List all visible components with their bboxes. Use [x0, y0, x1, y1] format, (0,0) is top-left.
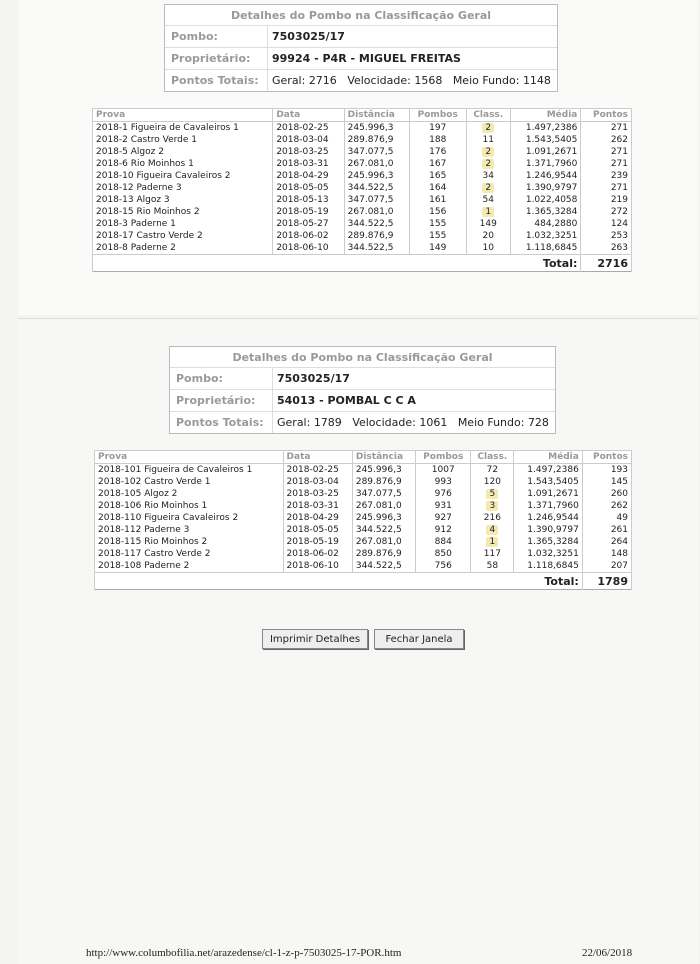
date-cell: 2018-02-25	[273, 122, 344, 135]
average-cell: 1.246,9544	[510, 170, 580, 182]
table-row	[95, 512, 632, 524]
owner-row	[165, 47, 557, 69]
distance-cell: 289.876,9	[344, 230, 409, 242]
distance-cell: 267.081,0	[352, 536, 415, 548]
owner-label: Proprietário:	[171, 52, 251, 65]
pigeons-cell: 884	[416, 536, 471, 548]
pigeons-cell: 188	[409, 134, 466, 146]
points-label: Pontos Totais:	[176, 416, 264, 429]
pigeons-cell: 165	[409, 170, 466, 182]
distance-cell: 347.077,5	[344, 194, 409, 206]
points-cell: 271	[581, 122, 632, 135]
details-title: Detalhes do Pombo na Classificação Geral	[232, 351, 493, 364]
pigeons-cell: 197	[409, 122, 466, 135]
points-cell: 193	[582, 464, 631, 477]
race-name-cell: 2018-117 Castro Verde 2	[95, 548, 284, 560]
column-header: Data	[273, 109, 344, 122]
owner-value: 54013 - POMBAL C C A	[272, 390, 555, 411]
class-cell	[471, 488, 514, 500]
pigeons-cell: 976	[416, 488, 471, 500]
points-cell: 219	[581, 194, 632, 206]
average-cell: 1.390,9797	[510, 182, 580, 194]
average-cell: 1.032,3251	[514, 548, 582, 560]
pigeons-cell: 156	[409, 206, 466, 218]
class-cell: 58	[471, 560, 514, 573]
pombo-row	[165, 25, 557, 47]
pigeons-cell: 149	[409, 242, 466, 255]
pigeons-cell: 993	[416, 476, 471, 488]
distance-cell: 245.996,3	[344, 122, 409, 135]
results-table-2	[94, 450, 632, 590]
date-cell: 2018-05-27	[273, 218, 344, 230]
highlight-mark: 5	[486, 489, 498, 499]
average-cell: 1.543,5405	[514, 476, 582, 488]
distance-cell: 344.522,5	[352, 560, 415, 573]
points-cell: 262	[582, 500, 631, 512]
average-cell: 1.543,5405	[510, 134, 580, 146]
average-cell: 1.091,2671	[510, 146, 580, 158]
highlight-mark: 2	[482, 123, 494, 133]
owner-row	[170, 389, 555, 411]
column-header: Distância	[344, 109, 409, 122]
pigeons-cell: 927	[416, 512, 471, 524]
race-name-cell: 2018-105 Algoz 2	[95, 488, 284, 500]
table-row	[93, 182, 632, 194]
velocidade-points: Velocidade: 1568	[347, 74, 443, 87]
date-cell: 2018-03-31	[283, 500, 352, 512]
points-cell: 271	[581, 146, 632, 158]
table-row	[93, 134, 632, 146]
table-row	[95, 488, 632, 500]
date-cell: 2018-06-10	[283, 560, 352, 573]
class-cell: 20	[466, 230, 510, 242]
table-header-row	[95, 451, 632, 464]
points-cell: 272	[581, 206, 632, 218]
pigeons-cell: 176	[409, 146, 466, 158]
date-cell: 2018-05-19	[273, 206, 344, 218]
table-row	[93, 206, 632, 218]
average-cell: 484,2880	[510, 218, 580, 230]
class-cell: 54	[466, 194, 510, 206]
table-row	[93, 230, 632, 242]
date-cell: 2018-05-05	[283, 524, 352, 536]
race-name-cell: 2018-110 Figueira Cavaleiros 2	[95, 512, 284, 524]
highlight-mark: 3	[486, 501, 498, 511]
column-header: Distância	[352, 451, 415, 464]
distance-cell: 347.077,5	[344, 146, 409, 158]
average-cell: 1.118,6845	[510, 242, 580, 255]
total-label: Total:	[95, 573, 583, 590]
distance-cell: 344.522,5	[352, 524, 415, 536]
date-cell: 2018-03-25	[273, 146, 344, 158]
table-row	[93, 194, 632, 206]
pigeons-cell: 931	[416, 500, 471, 512]
average-cell: 1.390,9797	[514, 524, 582, 536]
distance-cell: 347.077,5	[352, 488, 415, 500]
class-cell: 120	[471, 476, 514, 488]
class-cell	[471, 536, 514, 548]
points-cell: 260	[582, 488, 631, 500]
race-name-cell: 2018-101 Figueira de Cavaleiros 1	[95, 464, 284, 477]
points-cell: 271	[581, 182, 632, 194]
average-cell: 1.022,4058	[510, 194, 580, 206]
race-name-cell: 2018-112 Paderne 3	[95, 524, 284, 536]
results-table-1	[92, 108, 632, 272]
class-cell	[466, 206, 510, 218]
points-cell: 49	[582, 512, 631, 524]
table-row	[93, 122, 632, 135]
table-row	[93, 218, 632, 230]
race-name-cell: 2018-15 Rio Moinhos 2	[93, 206, 273, 218]
average-cell: 1.365,3284	[510, 206, 580, 218]
race-name-cell: 2018-102 Castro Verde 1	[95, 476, 284, 488]
pombo-value: 7503025/17	[267, 26, 557, 47]
race-name-cell: 2018-17 Castro Verde 2	[93, 230, 273, 242]
highlight-mark: 2	[482, 147, 494, 157]
average-cell: 1.365,3284	[514, 536, 582, 548]
distance-cell: 344.522,5	[344, 242, 409, 255]
date-cell: 2018-02-25	[283, 464, 352, 477]
pigeon-details-box-2	[169, 346, 556, 434]
total-row	[93, 255, 632, 272]
details-title: Detalhes do Pombo na Classificação Geral	[230, 9, 492, 22]
average-cell: 1.032,3251	[510, 230, 580, 242]
pigeons-cell: 1007	[416, 464, 471, 477]
pigeons-cell: 161	[409, 194, 466, 206]
column-header: Pombos	[409, 109, 466, 122]
points-row	[165, 69, 557, 91]
table-row	[93, 242, 632, 255]
column-header: Prova	[95, 451, 284, 464]
table-header-row	[93, 109, 632, 122]
points-values	[272, 412, 555, 433]
table-row	[95, 476, 632, 488]
points-row	[170, 411, 555, 433]
highlight-mark: 2	[482, 159, 494, 169]
average-cell: 1.246,9544	[514, 512, 582, 524]
race-name-cell: 2018-2 Castro Verde 1	[93, 134, 273, 146]
points-label: Pontos Totais:	[171, 74, 259, 87]
average-cell: 1.371,7960	[514, 500, 582, 512]
race-name-cell: 2018-108 Paderne 2	[95, 560, 284, 573]
distance-cell: 267.081,0	[344, 158, 409, 170]
date-cell: 2018-06-02	[273, 230, 344, 242]
table-row	[93, 170, 632, 182]
class-cell	[471, 500, 514, 512]
race-name-cell: 2018-10 Figueira Cavaleiros 2	[93, 170, 273, 182]
column-header: Class.	[466, 109, 510, 122]
class-cell: 34	[466, 170, 510, 182]
distance-cell: 267.081,0	[344, 206, 409, 218]
points-cell: 239	[581, 170, 632, 182]
highlight-mark: 1	[486, 537, 498, 547]
date-cell: 2018-03-31	[273, 158, 344, 170]
class-cell	[466, 158, 510, 170]
table-row	[95, 464, 632, 477]
owner-value: 99924 - P4R - MIGUEL FREITAS	[267, 48, 557, 69]
distance-cell: 245.996,3	[352, 512, 415, 524]
class-cell	[466, 182, 510, 194]
column-header: Pontos	[582, 451, 631, 464]
average-cell: 1.371,7960	[510, 158, 580, 170]
race-name-cell: 2018-8 Paderne 2	[93, 242, 273, 255]
distance-cell: 344.522,5	[344, 218, 409, 230]
distance-cell: 289.876,9	[352, 476, 415, 488]
average-cell: 1.091,2671	[514, 488, 582, 500]
date-cell: 2018-04-29	[283, 512, 352, 524]
column-header: Data	[283, 451, 352, 464]
column-header: Pombos	[416, 451, 471, 464]
total-label: Total:	[93, 255, 581, 272]
table-row	[95, 536, 632, 548]
highlight-mark: 1	[482, 207, 494, 217]
points-cell: 253	[581, 230, 632, 242]
class-cell: 10	[466, 242, 510, 255]
table-row	[95, 524, 632, 536]
date-cell: 2018-06-10	[273, 242, 344, 255]
date-cell: 2018-04-29	[273, 170, 344, 182]
pigeons-cell: 850	[416, 548, 471, 560]
race-name-cell: 2018-1 Figueira de Cavaleiros 1	[93, 122, 273, 135]
date-cell: 2018-05-05	[273, 182, 344, 194]
race-name-cell: 2018-3 Paderne 1	[93, 218, 273, 230]
class-cell: 216	[471, 512, 514, 524]
table-row	[93, 158, 632, 170]
column-header: Média	[510, 109, 580, 122]
date-cell: 2018-06-02	[283, 548, 352, 560]
average-cell: 1.497,2386	[510, 122, 580, 135]
meio-fundo-points: Meio Fundo: 1148	[452, 74, 551, 87]
highlight-mark: 4	[486, 525, 498, 535]
pombo-row	[170, 367, 555, 389]
column-header: Pontos	[581, 109, 632, 122]
velocidade-points: Velocidade: 1061	[352, 416, 448, 429]
points-cell: 148	[582, 548, 631, 560]
distance-cell: 344.522,5	[344, 182, 409, 194]
points-cell: 264	[582, 536, 631, 548]
pigeons-cell: 756	[416, 560, 471, 573]
column-header: Prova	[93, 109, 273, 122]
points-cell: 262	[581, 134, 632, 146]
pigeons-cell: 167	[409, 158, 466, 170]
total-value: 2716	[581, 255, 632, 272]
distance-cell: 245.996,3	[352, 464, 415, 477]
distance-cell: 289.876,9	[344, 134, 409, 146]
class-cell: 72	[471, 464, 514, 477]
date-cell: 2018-03-04	[273, 134, 344, 146]
pombo-label: Pombo:	[171, 30, 218, 43]
close-window-button[interactable]: Fechar Janela	[374, 629, 464, 649]
race-name-cell: 2018-6 Rio Moinhos 1	[93, 158, 273, 170]
date-cell: 2018-03-04	[283, 476, 352, 488]
table-row	[95, 500, 632, 512]
footer-date: 22/06/2018	[582, 947, 633, 959]
distance-cell: 245.996,3	[344, 170, 409, 182]
points-cell: 271	[581, 158, 632, 170]
pombo-value: 7503025/17	[272, 368, 555, 389]
race-name-cell: 2018-115 Rio Moinhos 2	[95, 536, 284, 548]
date-cell: 2018-03-25	[283, 488, 352, 500]
class-cell: 11	[466, 134, 510, 146]
race-name-cell: 2018-5 Algoz 2	[93, 146, 273, 158]
pigeon-details-box-1	[164, 4, 558, 92]
highlight-mark: 2	[482, 183, 494, 193]
class-cell	[471, 524, 514, 536]
class-cell	[466, 122, 510, 135]
footer-url: http://www.columbofilia.net/arazedense/cl-1-z-p-7503025-17-POR.htm	[86, 947, 402, 959]
column-header: Class.	[471, 451, 514, 464]
meio-fundo-points: Meio Fundo: 728	[457, 416, 549, 429]
pigeons-cell: 912	[416, 524, 471, 536]
distance-cell: 267.081,0	[352, 500, 415, 512]
average-cell: 1.497,2386	[514, 464, 582, 477]
average-cell: 1.118,6845	[514, 560, 582, 573]
distance-cell: 289.876,9	[352, 548, 415, 560]
date-cell: 2018-05-19	[283, 536, 352, 548]
total-row	[95, 573, 632, 590]
pigeons-cell: 155	[409, 230, 466, 242]
pigeons-cell: 164	[409, 182, 466, 194]
points-cell: 261	[582, 524, 631, 536]
points-cell: 145	[582, 476, 631, 488]
class-cell: 117	[471, 548, 514, 560]
points-cell: 207	[582, 560, 631, 573]
column-header: Média	[514, 451, 582, 464]
pigeons-cell: 155	[409, 218, 466, 230]
table-row	[95, 560, 632, 573]
print-details-button[interactable]: Imprimir Detalhes	[262, 629, 368, 649]
geral-points: Geral: 1789	[277, 416, 342, 429]
owner-label: Proprietário:	[176, 394, 256, 407]
table-row	[93, 146, 632, 158]
geral-points: Geral: 2716	[272, 74, 337, 87]
points-values	[267, 70, 557, 91]
race-name-cell: 2018-13 Algoz 3	[93, 194, 273, 206]
race-name-cell: 2018-106 Rio Moinhos 1	[95, 500, 284, 512]
race-name-cell: 2018-12 Paderne 3	[93, 182, 273, 194]
table-row	[95, 548, 632, 560]
class-cell: 149	[466, 218, 510, 230]
total-value: 1789	[582, 573, 631, 590]
pombo-label: Pombo:	[176, 372, 223, 385]
date-cell: 2018-05-13	[273, 194, 344, 206]
points-cell: 263	[581, 242, 632, 255]
class-cell	[466, 146, 510, 158]
points-cell: 124	[581, 218, 632, 230]
